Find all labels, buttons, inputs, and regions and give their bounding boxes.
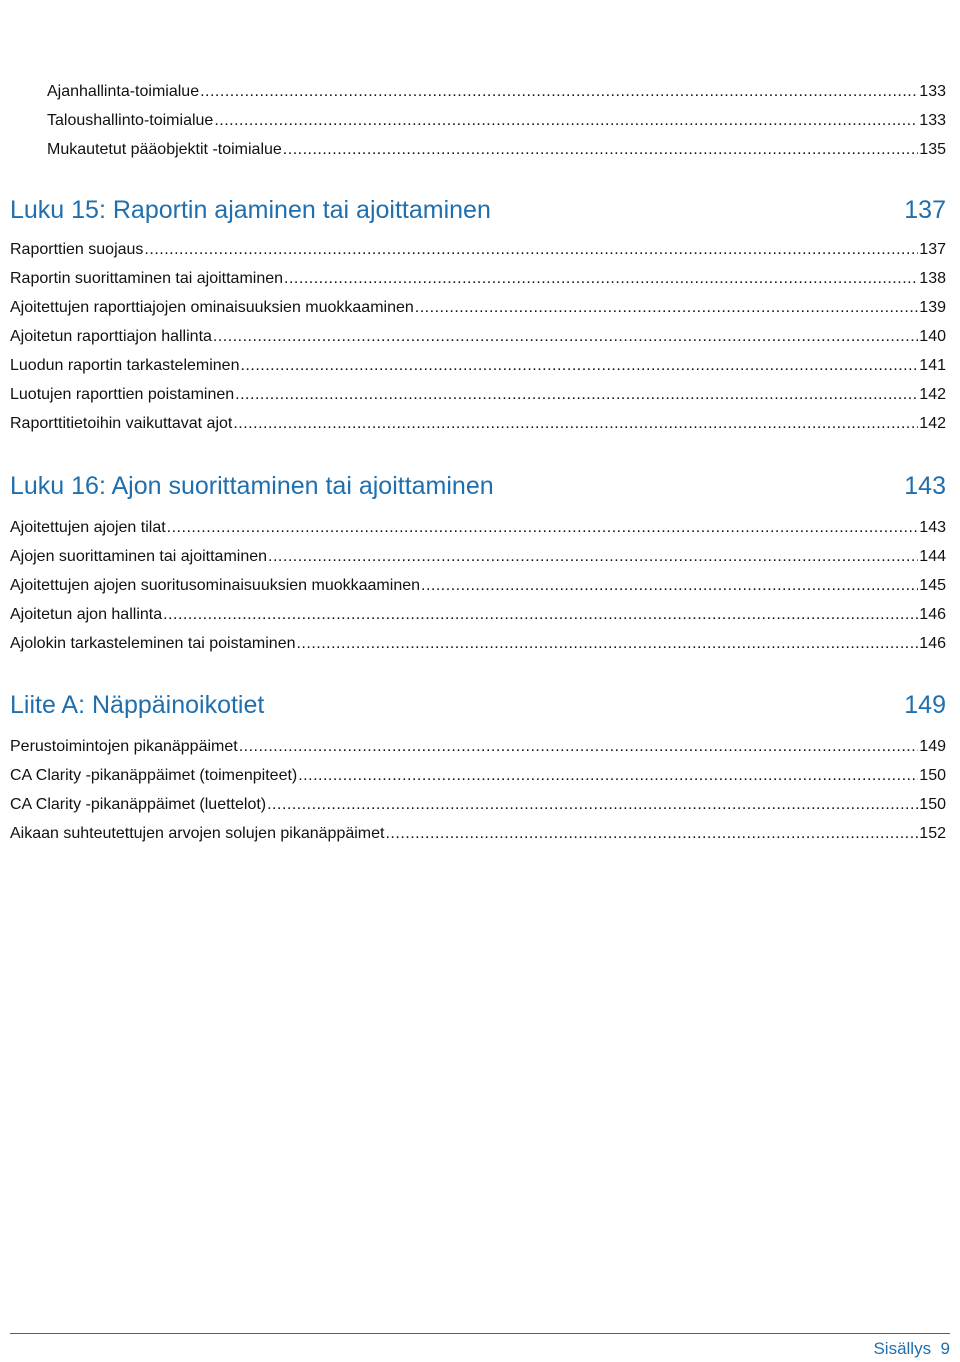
toc-entry-title: Taloushallinto-toimialue xyxy=(47,112,214,129)
toc-entry-page: 135 xyxy=(919,141,946,158)
dot-leader xyxy=(284,269,918,289)
toc-entry-page: 133 xyxy=(919,112,946,129)
dot-leader xyxy=(213,327,918,347)
dot-leader xyxy=(298,766,918,786)
toc-entry-title: Raporttitietoihin vaikuttavat ajot xyxy=(10,415,233,432)
chapter-page: 143 xyxy=(904,472,946,500)
toc-entry-page: 139 xyxy=(919,299,946,316)
toc-entry[interactable] xyxy=(10,236,946,260)
dot-leader xyxy=(240,356,918,376)
toc-entry-title: Raportin suorittaminen tai ajoittaminen xyxy=(10,270,284,287)
toc-entry[interactable] xyxy=(47,78,946,102)
dot-leader xyxy=(235,385,918,405)
toc-entry-title: Luodun raportin tarkasteleminen xyxy=(10,357,240,374)
toc-entry[interactable] xyxy=(47,107,946,131)
toc-entry-title: Aikaan suhteutettujen arvojen solujen pikanäppäimet xyxy=(10,825,385,842)
toc-entry-page: 146 xyxy=(919,606,946,623)
toc-entry-page: 144 xyxy=(919,548,946,565)
toc-entry-title: Luotujen raporttien poistaminen xyxy=(10,386,235,403)
dot-leader xyxy=(385,824,918,844)
chapter-page: 149 xyxy=(904,691,946,719)
toc-entry[interactable] xyxy=(10,543,946,567)
chapter-title: Luku 16: Ajon suorittaminen tai ajoittaminen xyxy=(10,472,494,500)
toc-entry-page: 143 xyxy=(919,519,946,536)
dot-leader xyxy=(233,414,918,434)
chapter-title: Liite A: Näppäinoikotiet xyxy=(10,691,265,719)
toc-entry-title: Ajoitettujen ajojen tilat xyxy=(10,519,166,536)
toc-entry-page: 133 xyxy=(919,83,946,100)
toc-entry[interactable] xyxy=(10,601,946,625)
chapter-page: 137 xyxy=(904,196,946,224)
toc-entry[interactable] xyxy=(10,820,946,844)
toc-entry[interactable] xyxy=(10,514,946,538)
toc-entry[interactable] xyxy=(47,136,946,160)
toc-chapter-heading[interactable] xyxy=(10,469,946,501)
toc-entry-page: 150 xyxy=(919,767,946,784)
toc-entry-title: Raporttien suojaus xyxy=(10,241,144,258)
toc-entry-page: 137 xyxy=(919,241,946,258)
toc-entry[interactable] xyxy=(10,762,946,786)
toc-entry-title: Ajoitettujen ajojen suoritusominaisuuksien muokkaaminen xyxy=(10,577,421,594)
toc-entry-title: CA Clarity -pikanäppäimet (luettelot) xyxy=(10,796,267,813)
dot-leader xyxy=(163,605,918,625)
dot-leader xyxy=(421,576,918,596)
toc-entry-page: 142 xyxy=(919,415,946,432)
footer-page-number: 9 xyxy=(940,1339,950,1358)
toc-entry[interactable] xyxy=(10,630,946,654)
toc-entry[interactable] xyxy=(10,572,946,596)
toc-chapter-heading[interactable] xyxy=(10,193,946,225)
page-footer xyxy=(873,1339,950,1359)
toc-chapter-heading[interactable] xyxy=(10,688,946,720)
toc-entry[interactable] xyxy=(10,323,946,347)
dot-leader xyxy=(296,634,918,654)
toc-entry[interactable] xyxy=(10,265,946,289)
toc-entry[interactable] xyxy=(10,410,946,434)
toc-entry-title: Perustoimintojen pikanäppäimet xyxy=(10,738,238,755)
dot-leader xyxy=(214,111,918,131)
toc-entry-page: 138 xyxy=(919,270,946,287)
dot-leader xyxy=(239,737,919,757)
toc-entry-page: 149 xyxy=(919,738,946,755)
toc-entry-page: 150 xyxy=(919,796,946,813)
dot-leader xyxy=(144,240,918,260)
dot-leader xyxy=(415,298,919,318)
toc-entry-title: Ajoitettujen raporttiajojen ominaisuuksien muokkaaminen xyxy=(10,299,414,316)
toc-entry-title: CA Clarity -pikanäppäimet (toimenpiteet) xyxy=(10,767,298,784)
dot-leader xyxy=(267,795,918,815)
chapter-title: Luku 15: Raportin ajaminen tai ajoittaminen xyxy=(10,196,491,224)
dot-leader xyxy=(283,140,919,160)
dot-leader xyxy=(200,82,918,102)
toc-entry-title: Ajolokin tarkasteleminen tai poistaminen xyxy=(10,635,296,652)
toc-entry[interactable] xyxy=(10,294,946,318)
toc-entry-title: Mukautetut pääobjektit -toimialue xyxy=(47,141,282,158)
footer-divider xyxy=(10,1333,950,1334)
toc-entry-page: 141 xyxy=(919,357,946,374)
toc-entry-page: 142 xyxy=(919,386,946,403)
toc-entry[interactable] xyxy=(10,791,946,815)
toc-entry-title: Ajanhallinta-toimialue xyxy=(47,83,200,100)
toc-entry-title: Ajoitetun ajon hallinta xyxy=(10,606,163,623)
toc-entry[interactable] xyxy=(10,352,946,376)
toc-entry-page: 140 xyxy=(919,328,946,345)
dot-leader xyxy=(268,547,918,567)
footer-section-label: Sisällys xyxy=(873,1339,932,1358)
toc-entry-title: Ajojen suorittaminen tai ajoittaminen xyxy=(10,548,268,565)
dot-leader xyxy=(167,518,919,538)
toc-entry-title: Ajoitetun raporttiajon hallinta xyxy=(10,328,212,345)
toc-entry-page: 145 xyxy=(919,577,946,594)
toc-entry-page: 146 xyxy=(919,635,946,652)
toc-entry[interactable] xyxy=(10,733,946,757)
toc-entry[interactable] xyxy=(10,381,946,405)
toc-entry-page: 152 xyxy=(919,825,946,842)
